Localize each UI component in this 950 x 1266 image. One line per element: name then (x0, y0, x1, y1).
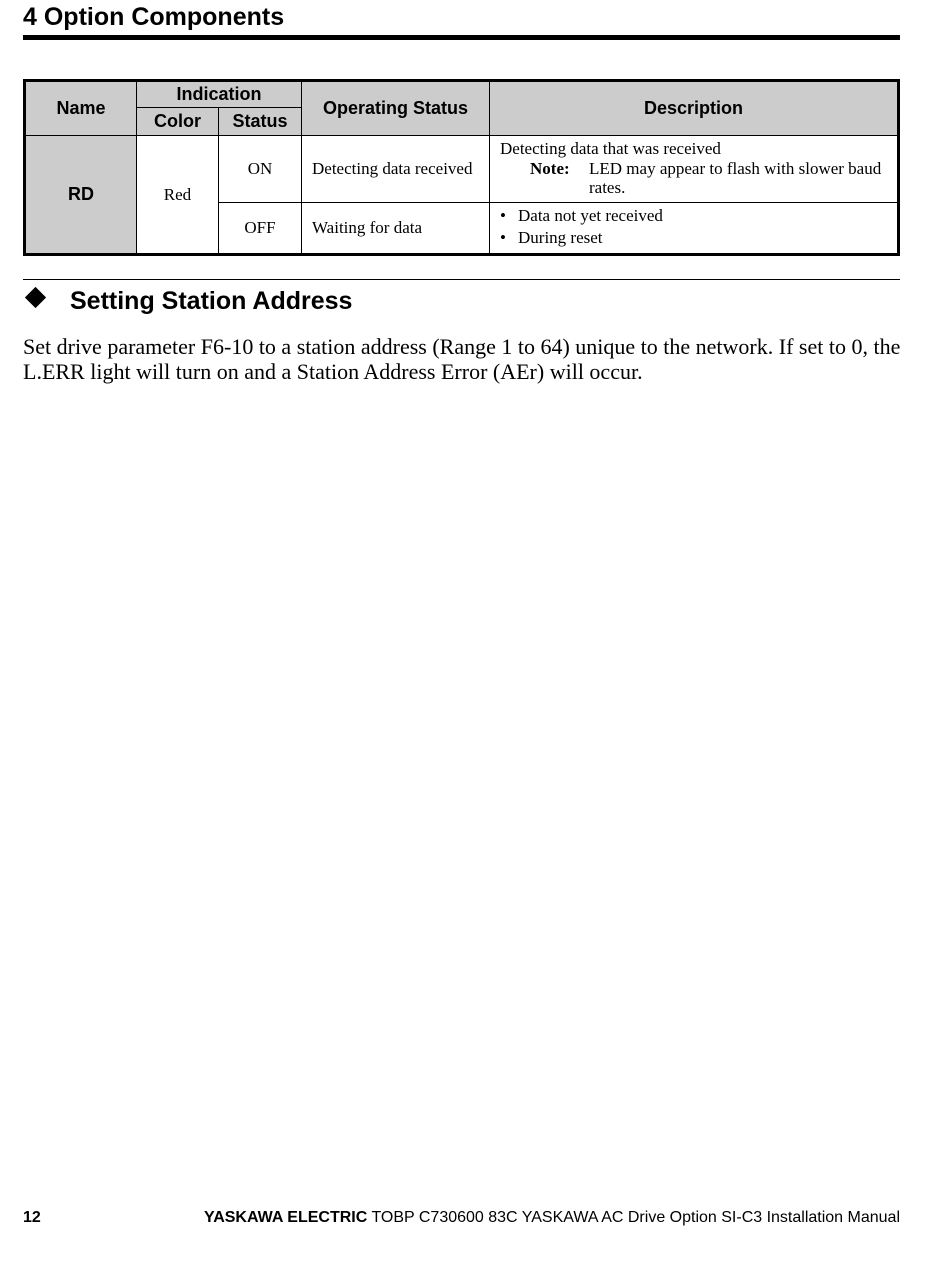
operating-status-cell: Waiting for data (302, 203, 490, 255)
header-status: Status (219, 108, 302, 136)
page-number: 12 (23, 1209, 41, 1226)
bullet-icon: • (500, 206, 506, 225)
status-cell: OFF (219, 203, 302, 255)
header-name: Name (25, 81, 137, 136)
led-color-cell: Red (137, 136, 219, 255)
status-cell: ON (219, 136, 302, 203)
led-name-cell: RD (25, 136, 137, 255)
table-row (25, 136, 899, 203)
note (500, 159, 887, 197)
operating-status-cell: Detecting data received (302, 136, 490, 203)
section-rule (23, 279, 900, 280)
chapter-title: 4 Option Components (23, 3, 285, 31)
bullet-text: During reset (518, 228, 603, 247)
bullet-text: Data not yet received (518, 206, 663, 225)
list-item (500, 227, 887, 249)
footer-manual-title (204, 1207, 900, 1229)
bullet-icon: • (500, 228, 506, 247)
section-body: Set drive parameter F6-10 to a station address (Range 1 to 64) unique to the network. If set to 0, the L.ERR light will turn on and a Station Address Error (AEr) will occur. (23, 334, 901, 384)
header-operating-status: Operating Status (302, 81, 490, 136)
led-indication-table (23, 79, 900, 256)
diamond-icon (25, 287, 46, 308)
chapter-rule (23, 35, 900, 40)
note-label: Note: (530, 159, 570, 178)
description-cell (490, 136, 899, 203)
description-cell (490, 203, 899, 255)
section-title: Setting Station Address (70, 287, 353, 315)
footer-title: TOBP C730600 83C YASKAWA AC Drive Option SI-C3 Installation Manual (367, 1209, 900, 1226)
note-text: LED may appear to flash with slower baud rates. (589, 159, 882, 197)
header-indication: Indication (137, 81, 302, 108)
header-color: Color (137, 108, 219, 136)
footer-brand: YASKAWA ELECTRIC (204, 1209, 368, 1226)
description-text: Detecting data that was received (500, 139, 721, 158)
header-description: Description (490, 81, 899, 136)
list-item (500, 205, 887, 227)
